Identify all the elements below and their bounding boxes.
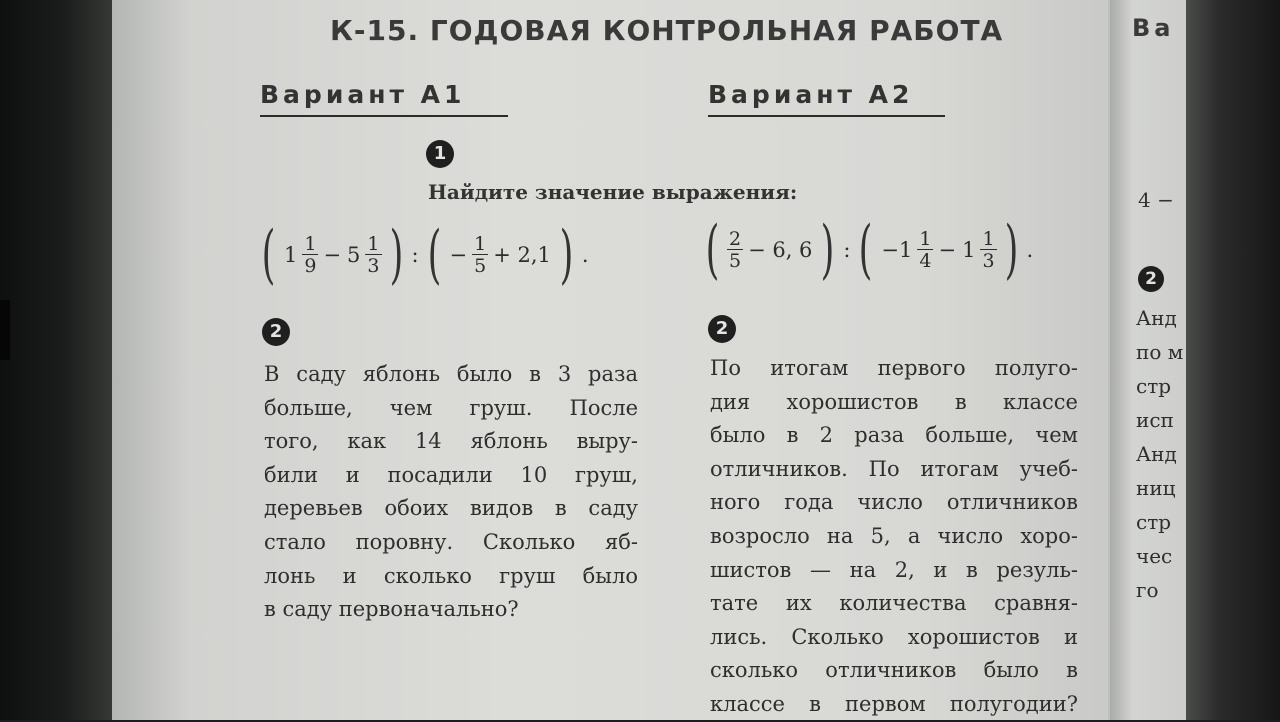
text-line: шистов — на 2, и в резуль- bbox=[710, 557, 1078, 582]
operator: − bbox=[449, 243, 468, 267]
fraction: $\frac{2}{5}$ bbox=[728, 228, 742, 272]
task-1-heading: Найдите значение выражения: bbox=[428, 180, 798, 204]
device-frame-left bbox=[0, 0, 118, 720]
task-2-number-badge-a2: 2 bbox=[708, 315, 736, 343]
text-line: чес bbox=[1136, 544, 1173, 568]
text-line: деревьев обоих видов в саду bbox=[264, 496, 638, 521]
text-line: стр bbox=[1136, 374, 1172, 398]
problem-text-a2 bbox=[710, 352, 1078, 722]
text-line: классе в первом полугодии? bbox=[710, 691, 1078, 716]
period: . bbox=[1026, 238, 1034, 262]
text-line: отличников. По итогам учеб- bbox=[710, 456, 1078, 481]
text-line: сколько отличников было в bbox=[710, 658, 1078, 683]
text-line: стало поровну. Сколько яб- bbox=[264, 529, 638, 554]
task-1-number-badge: 1 bbox=[426, 140, 454, 168]
next-page-title-fragment: Ва bbox=[1132, 14, 1175, 42]
text-line: ного года число отличников bbox=[710, 490, 1078, 515]
close-paren: ) bbox=[559, 218, 574, 292]
close-paren: ) bbox=[1004, 213, 1018, 287]
task-2-number-badge-a1: 2 bbox=[262, 318, 290, 346]
whole-number: 1 bbox=[283, 243, 298, 267]
expression-a1 bbox=[256, 218, 592, 292]
variant-a1-heading: Вариант А1 bbox=[260, 80, 508, 117]
fraction: $\frac{1}{3}$ bbox=[367, 233, 380, 277]
fraction: $\frac{1}{9}$ bbox=[304, 233, 317, 277]
fraction: $\frac{1}{5}$ bbox=[474, 233, 487, 277]
next-page-task-badge: 2 bbox=[1138, 266, 1164, 292]
text-line: лись. Сколько хорошистов и bbox=[710, 624, 1078, 649]
whole-number: 5 bbox=[347, 243, 361, 267]
open-paren: ( bbox=[427, 218, 441, 292]
fraction: $\frac{1}{4}$ bbox=[919, 228, 932, 272]
page-title: К-15. ГОДОВАЯ КОНТРОЛЬНАЯ РАБОТА bbox=[330, 14, 1004, 47]
operator: − bbox=[323, 243, 342, 267]
close-paren: ) bbox=[389, 218, 403, 292]
text-line: Анд bbox=[1136, 442, 1177, 466]
text-line: го bbox=[1136, 578, 1159, 602]
text-line: ниц bbox=[1136, 476, 1176, 500]
operator: : bbox=[843, 238, 851, 262]
text-line: лонь и сколько груш было bbox=[264, 563, 638, 588]
text-line: того, как 14 яблонь выру- bbox=[264, 429, 638, 454]
text-line: больше, чем груш. После bbox=[264, 395, 638, 420]
device-frame-right bbox=[1180, 0, 1280, 720]
text-line: стр bbox=[1136, 510, 1172, 534]
close-paren: ) bbox=[821, 213, 835, 287]
next-page-fragment bbox=[1108, 0, 1186, 720]
open-paren: ( bbox=[261, 218, 276, 292]
expression-tail: + 2,1 bbox=[493, 243, 551, 267]
text-line: в саду первоначально? bbox=[264, 597, 519, 622]
text-line: Анд bbox=[1136, 306, 1177, 330]
whole-number: 1 bbox=[962, 238, 976, 262]
whole-number: −1 bbox=[881, 238, 913, 262]
period: . bbox=[581, 243, 589, 267]
text-line: По итогам первого полуго- bbox=[710, 356, 1078, 380]
fraction: $\frac{1}{3}$ bbox=[982, 228, 995, 272]
variant-a2-heading: Вариант А2 bbox=[708, 80, 945, 117]
text-line: было в 2 раза больше, чем bbox=[710, 423, 1078, 448]
operator: − bbox=[938, 238, 957, 262]
text-line: исп bbox=[1136, 408, 1174, 432]
text-line: по м bbox=[1136, 340, 1184, 364]
next-page-expression-fragment: 4 − bbox=[1138, 188, 1174, 212]
text-line: били и посадили 10 груш, bbox=[264, 462, 638, 487]
expression-middle: − 6, 6 bbox=[748, 238, 813, 262]
problem-text-a1 bbox=[264, 358, 638, 627]
text-line: В саду яблонь было в 3 раза bbox=[264, 362, 638, 386]
expression-a2 bbox=[700, 213, 1036, 287]
text-line: дия хорошистов в классе bbox=[710, 389, 1078, 414]
open-paren: ( bbox=[705, 213, 720, 287]
open-paren: ( bbox=[859, 213, 873, 287]
operator: : bbox=[411, 243, 419, 267]
text-line: возросло на 5, а число хоро- bbox=[710, 523, 1078, 548]
text-line: тате их количества сравня- bbox=[710, 591, 1078, 616]
